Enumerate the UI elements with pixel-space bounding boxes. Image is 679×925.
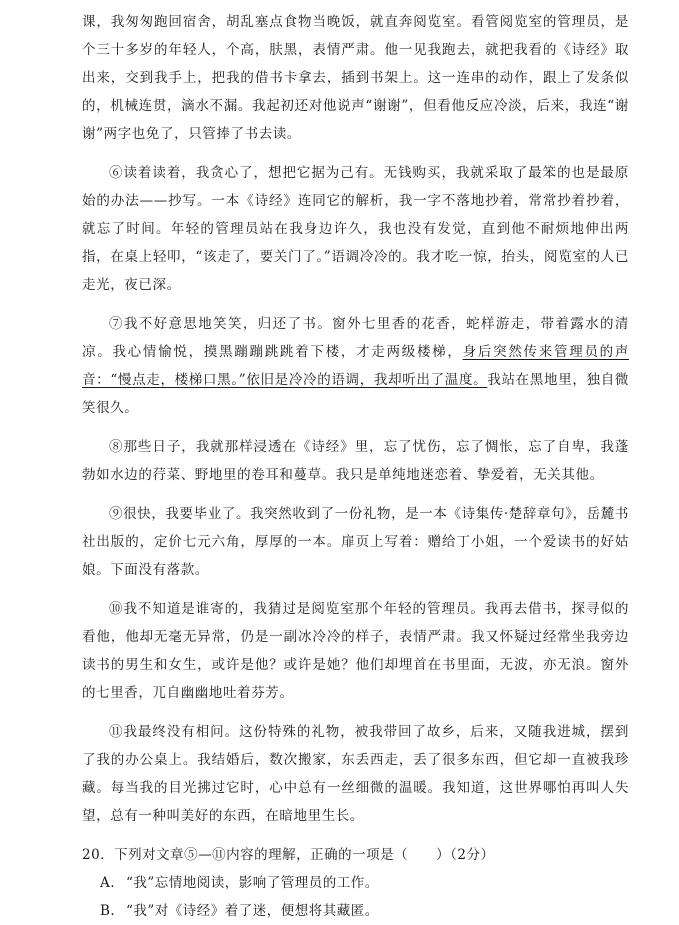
option-letter: B. — [100, 903, 116, 919]
paragraph — [82, 8, 629, 148]
paragraph — [82, 500, 629, 584]
question-20: 20．下列对文章⑤—⑪内容的理解，正确的一项是（ ）（2分） — [82, 847, 495, 863]
paragraph-text: ⑪我最终没有相问。这份特殊的礼物，被我带回了故乡，后来，又随我进城，摆到了我的办公桌上。我结婚后，数次搬家，东丢西走，丢了很多东西，但它却一直被我珍藏。每当我的目光拂过它时，心中总有一丝细微的温暖。我知道，这世界哪怕再叫人失望，总有一种叫美好的东西，在暗地里生长。 — [82, 724, 629, 824]
paragraph — [82, 595, 629, 707]
answer-options — [82, 869, 629, 925]
paragraph-text: ⑨很快，我要毕业了。我突然收到了一份礼物，是一本《诗集传·楚辞章句》，岳麓书社出版的，定价七元六角，厚厚的一本。扉页上写着：赠给丁小姐，一个爱读书的好姑娘。下面没有落款。 — [82, 506, 629, 578]
paragraph — [82, 159, 629, 299]
paragraph — [82, 433, 629, 489]
paragraph-text: ⑥读着读着，我贪心了，想把它据为己有。无钱购买，我就采取了最笨的也是最原始的办法——抄写。一本《诗经》连同它的解析，我一字不落地抄着，常常抄着抄着，就忘了时间。年轻的管理员站在我身边许久，我也没有发觉，直到他不耐烦地伸出两指，在桌上轻叩，“该走了，要关门了。”语调冷冷的。我才吃一惊，抬头，阅览室的人已走光，夜已深。 — [82, 165, 629, 293]
paragraph-text: ⑧那些日子，我就那样浸透在《诗经》里，忘了忧伤，忘了惆怅，忘了自卑，我蓬勃如水边的荇菜、野地里的卷耳和蔓草。我只是单纯地迷恋着、挚爱着，无关其他。 — [82, 439, 629, 483]
paragraph — [82, 310, 629, 422]
paragraph-text: ⑩我不知道是谁寄的，我猜过是阅览室那个年轻的管理员。我再去借书，探寻似的看他，他却无毫无异常，仍是一副冰冷冷的样子，表情严肃。我又怀疑过经常坐我旁边读书的男生和女生，或许是他？或许是她？他们却埋首在书里面，无波，亦无浪。窗外的七里香，兀自幽幽地吐着芬芳。 — [82, 601, 629, 701]
option-letter: A. — [100, 875, 116, 891]
paragraph — [82, 718, 629, 830]
option-text: “我”忘情地阅读，影响了管理员的工作。 — [126, 875, 379, 891]
option-text: “我”对《诗经》着了迷，便想将其藏匿。 — [126, 903, 379, 919]
paragraph-text: 我站在黑地里，独自微笑很久。 — [82, 372, 629, 416]
paragraph-text: 课，我匆匆跑回宿舍，胡乱塞点食物当晚饭，就直奔阅览室。看管阅览室的管理员，是个三十多岁的年轻人，个高，肤黑，表情严肃。他一见我跑去，就把我看的《诗经》取出来，交到我手上，把我的借书卡拿去，插到书架上。这一连串的动作，跟上了发条似的，机械连贯，滴水不漏。我起初还对他说声“谢谢”，但看他反应冷淡，后来，我连“谢谢”两字也免了，只管捧了书去读。 — [82, 14, 629, 142]
option-b — [82, 897, 629, 925]
paragraph-text: ⑦我不好意思地笑笑，归还了书。窗外七里香的花香，蛇样游走，带着露水的清凉。我心情愉悦，摸黑蹦蹦跳跳着下楼，才走两级楼梯， — [82, 316, 629, 360]
underlined-sentence: 身后突然传来管理员的声音：“慢点走，楼梯口黑。”依旧是冷冷的语调，我却听出了温度。 — [82, 344, 629, 388]
article-body — [82, 8, 629, 830]
option-a — [82, 869, 629, 897]
